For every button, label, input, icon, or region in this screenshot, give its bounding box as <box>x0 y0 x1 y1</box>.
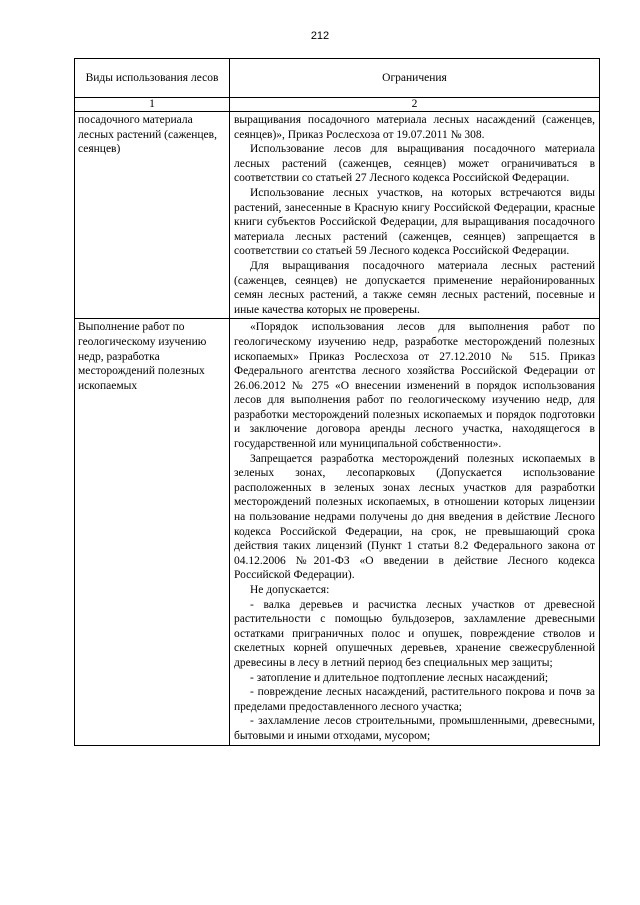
restriction-list-item: - повреждение лесных насаждений, растительного покрова и почв за пределами предоставленного лесного участка; <box>234 686 595 713</box>
column-number-1: 1 <box>75 98 230 112</box>
restriction-list-item: - захламление лесов строительными, промышленными, древесными, бытовыми и иными отходами, мусором; <box>234 715 595 742</box>
restriction-paragraph: Запрещается разработка месторождений полезных ископаемых в зеленых зонах, лесопарковых (Допускается использование расположенных в зеленых зонах лесных участков для разработки месторождений полезных ископаемых, в отношении которых лицензии на пользование недрами получены до дня введения в действие Лесного кодекса Российской Федерации, на срок, не превышающий срока действия таких лицензий (Пункт 1 статьи 8.2 Федерального закона от 04.12.2006 №201-ФЗ «О введении в действие Лесного кодекса Российской Федерации). <box>234 452 595 582</box>
column-number-2: 2 <box>230 98 600 112</box>
header-restrictions: Ограничения <box>230 59 600 98</box>
restrictions-table <box>74 58 600 746</box>
header-forest-use-types: Виды использования лесов <box>75 59 230 98</box>
restriction-list-item: - затопление и длительное подтопление лесных насаждений; <box>250 671 549 684</box>
page-number: 212 <box>310 30 330 42</box>
restriction-list-item: - валка деревьев и расчистка лесных участков от древесной растительности с помощью бульдозеров, захламление древесными остатками приграничных полос и опушек, повреждение стволов и скелетных корней опушечных деревьев, хранение свежесрубленной древесины в лесу в летний период без специальных мер защиты; <box>234 598 595 669</box>
restriction-paragraph: выращивания посадочного материала лесных насаждений (саженцев, сеянцев)», Приказ Рослесхоза от 19.07.2011 № 308. <box>234 114 595 141</box>
table-row <box>75 112 600 319</box>
forest-use-cell: Выполнение работ по геологическому изучению недр, разработка месторождений полезных ископаемых <box>75 319 230 745</box>
table-row <box>75 319 600 745</box>
restriction-paragraph: Использование лесных участков, на которых встречаются виды растений, занесенные в Красную книгу Российской Федерации, красные книги субъектов Российской Федерации, для выращивания посадочного материала лесных растений (саженцев, сеянцев) запрещается в соответствии со статьей 59 Лесного кодекса Российской Федерации. <box>234 186 595 258</box>
restriction-paragraph: «Порядок использования лесов для выполнения работ по геологическому изучению недр, разработке месторождений полезных ископаемых» Приказ Рослесхоза от 27.12.2010 № 515. Приказ Федерального агентства лесного хозяйства Российской Федерации от 26.06.2012 № 275 «О внесении изменений в порядок использования лесов для выполнения работ по геологическому изучению недр, для разработки месторождений полезных ископаемых и порядок подготовки и заключение договора аренды лесного участка, находящегося в государственной или муниципальной собственности». <box>234 321 595 451</box>
restriction-paragraph: Не допускается: <box>250 584 330 596</box>
restriction-paragraph: Использование лесов для выращивания посадочного материала лесных растений (саженцев, сеянцев) может ограничиваться в соответствии со статьей 27 Лесного кодекса Российской Федерации. <box>234 143 595 185</box>
column-number-row <box>75 98 600 112</box>
restriction-paragraph: Для выращивания посадочного материала лесных растений (саженцев, сеянцев) не допускается применение нерайонированных семян лесных растений, а также семян лесных растений, посевные и иные качества которых не проверены. <box>234 259 595 316</box>
restrictions-cell <box>230 319 600 745</box>
forest-use-cell: посадочного материала лесных растений (саженцев, сеянцев) <box>75 112 230 319</box>
restrictions-cell <box>230 112 600 319</box>
table-header-row <box>75 59 600 98</box>
